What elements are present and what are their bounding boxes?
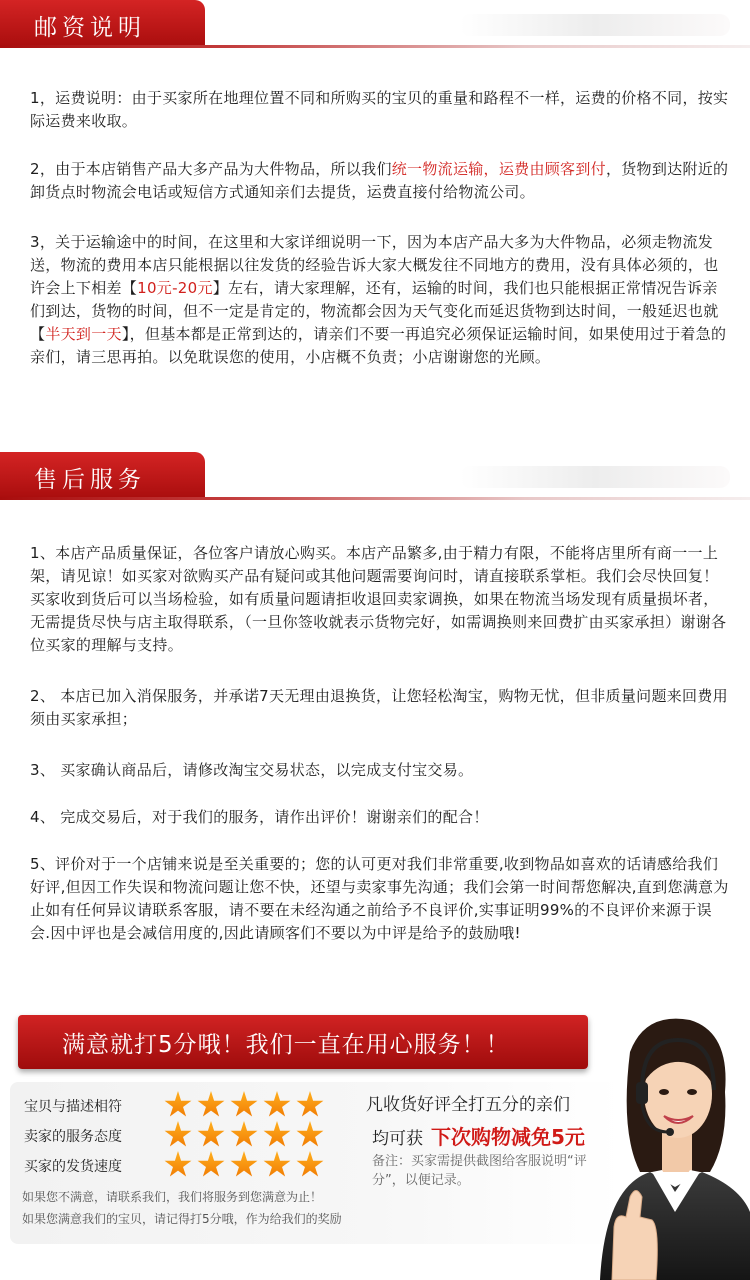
header-rule [0, 45, 750, 48]
star-icon [197, 1151, 225, 1179]
header-rule [0, 497, 750, 500]
after-sales-header-tab [0, 452, 205, 500]
rating-row [24, 1150, 354, 1180]
promo-note: 备注：买家需提供截图给客服说明“评分”，以便记录。 [372, 1154, 587, 1188]
shipping-p3-text: 3，关于运输途中的时间，在这里和大家详细说明一下，因为本店产品大多为大件物品，必须走物流发送，物流的费用本店只能根据以往发货的经验告诉大家大概发往不同地方的费用，没有具体必须的，也许会上下相差【 [30, 233, 719, 297]
header-decoration [460, 14, 730, 36]
promo-line-2-text: 均可获 [372, 1129, 423, 1149]
shipping-header-title: 邮资说明 [34, 15, 146, 41]
star-rating [164, 1120, 334, 1150]
after-sales-section-header [0, 452, 750, 500]
shipping-paragraph-2 [30, 158, 730, 204]
star-icon [296, 1121, 324, 1149]
star-icon [263, 1151, 291, 1179]
shipping-p3-text-end: 】，但基本都是正常到达的，请亲们不要一再追究必须保证运输时间，如果使用过于着急的亲们，请三思再拍。以免耽误您的使用，小店概不负责；小店谢谢您的光顾。 [30, 325, 727, 366]
shipping-p3-text-mid: 】左右，请大家理解，还有，运输的时间，我们也只能根据正常情况告诉亲们到达，货物的时间，但不一定是肯定的，物流都会因为天气变化而延迟货物到达时间，一般延迟也就【 [30, 279, 719, 343]
star-icon [263, 1121, 291, 1149]
star-icon [164, 1121, 192, 1149]
star-icon [164, 1151, 192, 1179]
after-sales-paragraph-4: 4、 完成交易后，对于我们的服务，请作出评价！谢谢亲们的配合！ [30, 808, 489, 826]
shipping-p3-highlight-delay: 半天到一天 [45, 325, 122, 343]
shipping-p1-text: 1，运费说明：由于买家所在地理位置不同和所购买的宝贝的重量和路程不一样，运费的价格不同，按实际运费来收取。 [30, 89, 729, 130]
promo-discount: 下次购物减免5元 [431, 1125, 585, 1149]
shipping-p2-text-end: ，货物到达附近的卸货点时物流会电话或短信方式通知亲们去提货，运费直接付给物流公司。 [30, 160, 729, 201]
star-icon [296, 1151, 324, 1179]
star-icon [230, 1091, 258, 1119]
shipping-p2-text: 2，由于本店销售产品大多产品为大件物品，所以我们 [30, 160, 392, 178]
promo-line-1: 凡收货好评全打五分的亲们 [366, 1095, 570, 1115]
promo-line-2 [372, 1121, 585, 1150]
star-icon [230, 1151, 258, 1179]
star-icon [230, 1121, 258, 1149]
customer-service-agent-image [590, 1012, 750, 1280]
star-icon [164, 1091, 192, 1119]
shipping-p2-highlight: 统一物流运输，运费由顾客到付 [391, 160, 606, 178]
shipping-p3-highlight-cost: 10元-20元 [137, 279, 213, 297]
after-sales-paragraph-3: 3、 买家确认商品后，请修改淘宝交易状态，以完成支付宝交易。 [30, 761, 474, 779]
rating-row [24, 1120, 354, 1150]
rating-label: 卖家的服务态度 [24, 1129, 122, 1145]
rating-row [24, 1090, 354, 1120]
star-icon [296, 1091, 324, 1119]
star-icon [197, 1091, 225, 1119]
shipping-section-header [0, 0, 750, 48]
rating-note-unsatisfied: 如果您不满意，请联系我们，我们将服务到您满意为止！ [22, 1190, 323, 1204]
after-sales-paragraph-2: 2、 本店已加入消保服务，并承诺7天无理由退换货，让您轻松淘宝，购物无忧，但非质量问题来回费用须由买家承担； [30, 687, 728, 728]
rating-banner-text: 满意就打5分哦！我们一直在用心服务！！ [62, 1032, 510, 1058]
after-sales-header-title: 售后服务 [34, 467, 146, 493]
rating-label: 买家的发货速度 [24, 1159, 122, 1175]
shipping-header-tab [0, 0, 205, 48]
rating-note-satisfied: 如果您满意我们的宝贝，请记得打5分哦，作为给我们的奖励 [22, 1212, 342, 1226]
rating-banner [18, 1015, 588, 1069]
after-sales-paragraph-5: 5、评价对于一个店铺来说是至关重要的；您的认可更对我们非常重要,收到物品如喜欢的话请感给我们好评,但因工作失误和物流问题让您不快，还望与卖家事先沟通；我们会第一时间帮您解决,直到您满意为止如有任何异议请联系客服，请不要在未经沟通之前给予不良评价,实事证明99%的不良评价来源于误会.因中评也是会减信用度的,因此请顾客们不要以为中评是给予的鼓励哦! [30, 855, 729, 942]
shipping-paragraph-1 [30, 87, 730, 133]
star-icon [197, 1121, 225, 1149]
shipping-paragraph-3 [30, 231, 730, 369]
star-icon [263, 1091, 291, 1119]
after-sales-paragraph-1: 1、本店产品质量保证，各位客户请放心购买。本店产品繁多,由于精力有限，不能将店里所有商一一上架，请见谅！如买家对欲购买产品有疑问或其他问题需要询问时，请直接联系掌柜。我们会尽快回复！买家收到货后可以当场检验，如有质量问题请拒收退回卖家调换，如果在物流当场发现有质量损坏者，无需提货尽快与店主取得联系，（一旦你签收就表示货物完好，如需调换则来回费扩由买家承担）谢谢各位买家的理解与支持。 [30, 544, 727, 654]
star-rating [164, 1090, 334, 1120]
rating-label: 宝贝与描述相符 [24, 1099, 122, 1115]
header-decoration [460, 466, 730, 488]
star-rating [164, 1150, 334, 1180]
